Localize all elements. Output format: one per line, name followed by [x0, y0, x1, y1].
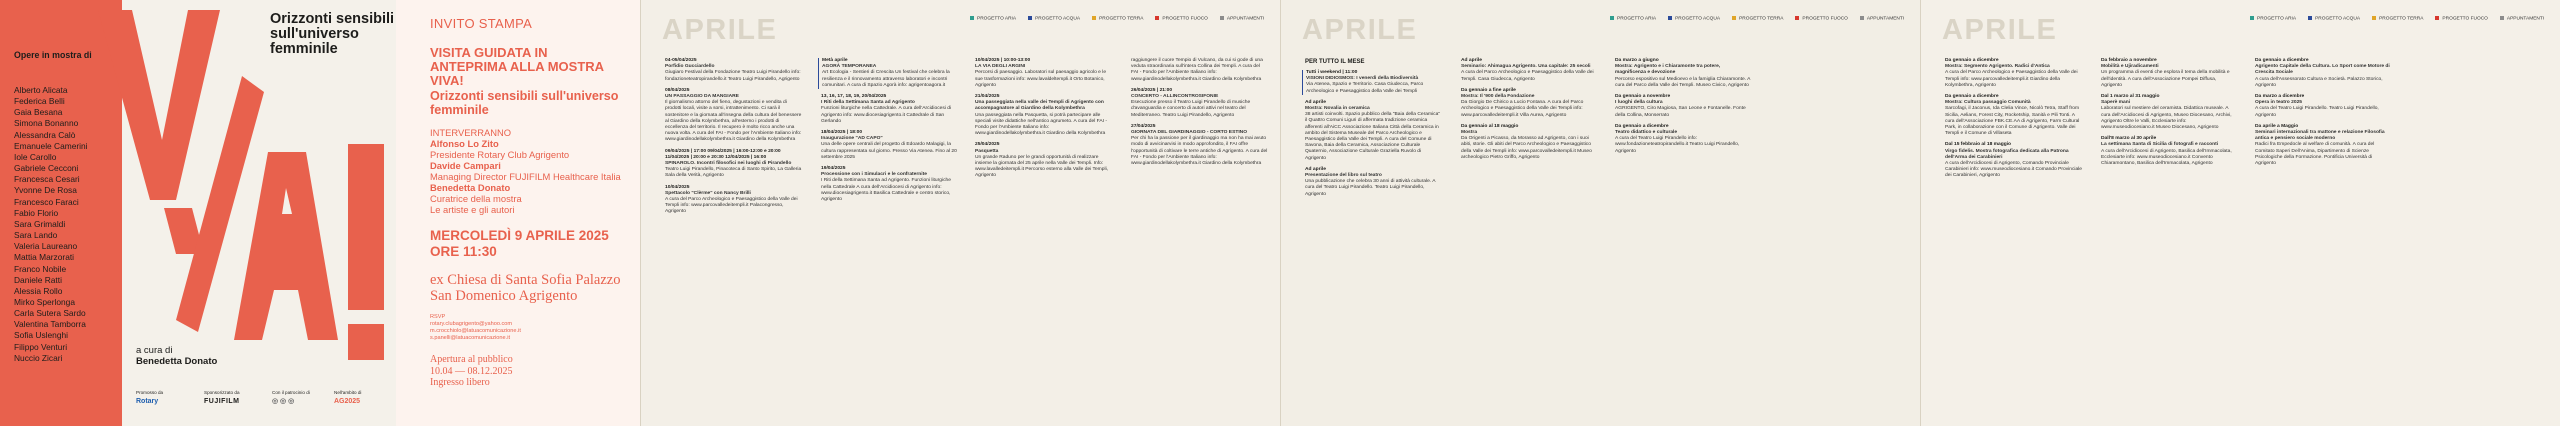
- event-details: Via Atenea, Spazio e Territorio. Casa Giudecca, Parco Archeologico e Paesaggistico della Valle dei Templi: [1306, 82, 1424, 94]
- event-details: Da Giorgio De Chirico a Lucio Fontana. A cura del Parco Archeologico e Paesaggistico della Valle dei Templi info: www.parcovalledeitempli.it Villa Aurea, Agrigento: [1461, 100, 1584, 118]
- event-date: Ad aprile: [1461, 58, 1482, 63]
- artist-name: Francesca Cesari: [14, 174, 80, 185]
- curated-label: a cura di: [136, 345, 173, 356]
- capitale-cultura-logo: AG2025: [334, 398, 361, 405]
- rsvp-label: RSVP: [430, 313, 446, 320]
- calendar-event: [1302, 70, 1442, 95]
- artist-name: Alessandra Calò: [14, 129, 76, 140]
- legend-swatch-icon: [2250, 16, 2254, 20]
- calendar-page: [1920, 0, 2560, 426]
- calendar-event: [1302, 167, 1442, 198]
- exhibition-title: Orizzonti sensibili sull'universo femminile: [270, 11, 395, 57]
- legend-swatch-icon: [2500, 16, 2504, 20]
- artist-name: Valeria Laureano: [14, 241, 78, 252]
- event-details: Un grande Raduno per le grandi opportunità di realizzare insieme la giornata del 25 aprile nella Valle dei Templi. Info: www.lavalledeitempli.it Percorso esterno alla Valle dei Templi, Agrigento: [975, 154, 1109, 179]
- legend-item: [2372, 16, 2423, 23]
- event-date: Dal 15 febbraio al 18 maggio: [1945, 142, 2012, 148]
- logo-framework: [334, 390, 361, 406]
- event-title: Seminari internazionali tra mattone e relazione Filosofia antica e pensiero sociale moderno: [2255, 130, 2385, 142]
- calendar-event: [1612, 94, 1752, 119]
- event-title: Presentazione del libro sul teatro: [1305, 173, 1382, 179]
- speaker-name: Davide Campari: [430, 159, 501, 171]
- calendar-event: [2252, 58, 2392, 89]
- calendar-event: [662, 149, 802, 180]
- legend: [2250, 16, 2556, 23]
- page-fold: [1920, 0, 1921, 426]
- opening-dates: 10.04 — 08.12.2025: [430, 365, 513, 377]
- legend-swatch-icon: [1732, 16, 1736, 20]
- calendar-event: [818, 166, 958, 203]
- month-heading: APRILE: [662, 14, 778, 46]
- calendar-event: [972, 58, 1112, 89]
- legend-item: [1610, 16, 1656, 23]
- event-details: A cura dell'Arcidiocesi di Agrigento, Basilica dell'Immacolata, Ecclesiarte info: www.museodiocesiano.it Convento Chiaramontano, Basilica dell'Immacolata, Agrigento: [2101, 148, 2232, 167]
- legend-swatch-icon: [2435, 16, 2439, 20]
- calendar-event: [2252, 124, 2392, 167]
- event-date: Da gennaio a novembre: [1615, 94, 1671, 100]
- legend-item: [2308, 16, 2360, 23]
- patronage-logos: ◎ ◎ ◎: [272, 398, 295, 405]
- visit-subtitle: Orizzonti sensibili sull'universo femminile: [430, 88, 619, 117]
- rotary-logo: Rotary: [136, 398, 159, 405]
- calendar-event: [972, 142, 1112, 179]
- legend-label: PROGETTO ACQUA: [1035, 16, 1081, 22]
- event-details: Laboratori sul mestiere del ceramista. Didattica museale. A cura dell'Arcidiocesi di Agrigento, Museo Diocesano, Archivi, Agrigento Oltre le Valli, Ecclesiarte info: www.museodiocesiano.it Museo Diocesano, Agrigento: [2101, 106, 2232, 131]
- calendar-event: [1128, 58, 1268, 83]
- invite-kicker: INVITO STAMPA: [430, 16, 533, 31]
- logo-sponsor: [204, 390, 240, 406]
- event-title: Mostra: Agrigento e i Chiaramonte tra potere, magnificenza e devozione: [1615, 64, 1721, 76]
- calendar-event: [662, 185, 802, 216]
- logo-promoter: [136, 390, 163, 406]
- calendar-column: [1302, 58, 1442, 203]
- legend-label: PROGETTO ACQUA: [1675, 16, 1721, 22]
- legend-swatch-icon: [1668, 16, 1672, 20]
- legend-label: PROGETTO FUOCO: [2442, 16, 2488, 22]
- artist-name: Alessia Rollo: [14, 285, 63, 296]
- event-details: A cura dell'Assessorato Cultura e Società. Palazzo Storico, Agrigento: [2255, 76, 2383, 88]
- calendar-event: [2098, 136, 2238, 167]
- event-date: Dall'8 marzo al 30 aprile: [2101, 136, 2157, 142]
- legend-swatch-icon: [1155, 16, 1159, 20]
- event-date: Da gennaio a dicembre: [1945, 94, 1999, 100]
- event-title: I luoghi della cultura: [1615, 100, 1663, 106]
- logo-caption: Con il patrocinio di: [272, 390, 310, 395]
- legend-swatch-icon: [970, 16, 974, 20]
- artist-name: Mirko Sperlonga: [14, 296, 75, 307]
- artist-name: Sara Grimaldi: [14, 218, 66, 229]
- calendar-event: [1942, 142, 2082, 179]
- event-details: A cura del Teatro Luigi Pirandello. Teatro Luigi Pirandello, Agrigento: [2255, 106, 2379, 118]
- artist-name: Gabriele Cecconi: [14, 163, 79, 174]
- artist-name: Valentina Tamborra: [14, 319, 86, 330]
- event-title: VISIONI DIDIOSMOS: I venerdì della Biodiversità: [1306, 76, 1419, 82]
- speakers-block: [430, 127, 626, 215]
- rsvp-email-link[interactable]: rotary.clubagrigento@yahoo.com: [430, 320, 513, 327]
- calendar-column: [818, 58, 958, 208]
- event-date: 04-05/04/2025: [665, 58, 697, 63]
- calendar-page: [640, 0, 1280, 426]
- calendar-event: [1942, 94, 2082, 137]
- calendar-page: [1280, 0, 1920, 426]
- artist-name: Sofia Uslenghi: [14, 330, 69, 341]
- event-date: Da marzo a giugno: [1615, 58, 1659, 63]
- legend: [1610, 16, 1916, 23]
- event-title: I Riti della Settimana Santa ad Agrigento: [821, 100, 915, 106]
- calendar-column: [1458, 58, 1598, 166]
- event-title: Mostra: Novalia in ceramica: [1305, 106, 1370, 112]
- artist-name: Daniele Ratti: [14, 274, 62, 285]
- visit-title: VISITA GUIDATA IN ANTEPRIMA ALLA MOSTRA VIVA!: [430, 45, 604, 89]
- curator-name: Benedetta Donato: [136, 356, 218, 367]
- artist-name: Gaia Besana: [14, 107, 63, 118]
- event-details: I Riti della Settimana Santa ad Agrigento. Funzioni liturgiche nella Cattedrale A cura dell'Arcidiocesi di Agrigento info: www.diocesiagrigento.it Basilica Cattedrale e centro storico, Agrigento: [821, 178, 951, 203]
- legend-swatch-icon: [1860, 16, 1864, 20]
- artist-name: Franco Nobile: [14, 263, 67, 274]
- event-date: 25/04/2025: [975, 142, 1000, 148]
- event-details: Funzioni liturgiche nella Cattedrale. A cura dell'Arcidiocesi di Agrigento info: www.diocesiagrigento.it Cattedrale di San Gerlando: [821, 106, 952, 124]
- event-title: GIORNATA DEL GIARDINAGGIO - CORTO ESTINO: [1131, 130, 1248, 136]
- calendar-event: [1942, 58, 2082, 89]
- event-details: A cura del Parco Archeologico e Paesaggistico della Valle dei Templi. Casa Giudecca, Agrigento: [1461, 70, 1594, 82]
- legend-label: APPUNTAMENTI: [1866, 16, 1905, 22]
- event-details: Una passeggiata nella Pasquetta, si potrà partecipare alle speciali visite didattiche nell'antico agrumeto. A cura del FAI - Fondo per l'Ambiente Italiano info: www.giardinodellakolymbethra.it Giardino della Kolymbethra: [975, 112, 1107, 137]
- event-title: UN PASSAGGIO DA MANGIARE: [665, 94, 739, 100]
- event-title: La settimana Santa di Sicilia di fotografi e racconti: [2101, 142, 2219, 148]
- legend-swatch-icon: [1220, 16, 1224, 20]
- rsvp-email-link[interactable]: m.crocchiolo@latuacomunicazione.it: [430, 328, 521, 335]
- logo-patronage: [272, 390, 310, 406]
- speaker-role: Curatrice della mostra: [430, 192, 522, 204]
- rsvp-block: [430, 314, 626, 343]
- legend-label: PROGETTO TERRA: [2379, 16, 2424, 22]
- event-details: Teatro Luigi Pirandello, Pinacoteca di Santo Spirito, La Galleria Sala della Verità, Agrigento: [665, 167, 802, 179]
- event-title: Mobilità e Ujiradicamenti: [2101, 64, 2159, 70]
- opening-block: [430, 354, 626, 389]
- event-date: 08/04/2025: [665, 87, 690, 93]
- event-details: Per chi ha la passione per il giardinaggio ma non ha mai avuto modo di avvicinarvisi in modo approfondito, il FAI offre l'opportunità di coltivare le terre antiche di Agrigento. A cura del FAI - Fondo per l'Ambiente Italiano info: www.giardinodellakolymbethra.it Giardino della Kolymbethra: [1131, 136, 1268, 167]
- artist-name: Sara Lando: [14, 230, 58, 241]
- event-title: Inaugurazione "AD CAPO": [821, 136, 883, 142]
- legend-swatch-icon: [2372, 16, 2376, 20]
- legend-item: [2435, 16, 2487, 23]
- legend-item: [2250, 16, 2296, 23]
- artists-heading: Opere in mostra di: [14, 50, 92, 60]
- artist-name: Nuccio Zicari: [14, 352, 63, 363]
- sponsor-logos: [136, 390, 396, 426]
- calendar-event: [1128, 124, 1268, 167]
- event-details: 38 artisti coinvolti. Spazio pubblico della "Baia della Ceramica" il Quattro Comuni Liguri di affermata tradizione ceramica afferenti all'AiCC Associazione Italiana Città della Ceramica in ambito del Sistema Museale del Parco Archeologico e Paesaggistico della Valle dei Templi. A cura del Comune di Savona, Baia della Ceramica, Associazione Culturale Quaternio, Associazione Culturale Graziella Ruvolo di Agrigento: [1305, 112, 1441, 161]
- page-fold: [1280, 0, 1281, 426]
- logo-caption: Promosso da: [136, 390, 164, 395]
- calendar-event: [818, 94, 958, 125]
- event-title: Saperè mani: [2101, 100, 2131, 106]
- event-details: Percorsi di paesaggio. Laboratori sul paesaggio agricolo e le sue trasformazioni info: www.lavaldeltempli.it Orto Botanico, Agrigento: [975, 70, 1107, 88]
- event-title: Opera in teatro 2025: [2255, 100, 2303, 106]
- event-details: Art Ecologia - Sentieri di Crescita Un festival che celebra la resilienza e il rinnovamento attraverso laboratori e incontri comunitari. A cura di Spazio Agorà info: agrigentoagora.it: [822, 70, 950, 88]
- event-details: Da Origenti a Picasso, da Morasso ad Agrigento, con i suoi abiti, storie. Gli abiti del Parco Archeologico e Paesaggistico della Valle dei Templi info: www.parcovalledeitempli.it Museo archeologico Pietro Griffo, Agrigento: [1461, 136, 1592, 160]
- event-title: Mostra: Segmento Agrigento. Radici d'Antica: [1945, 64, 2050, 70]
- speaker-role: Presidente Rotary Club Agrigento: [430, 148, 570, 160]
- artists-list: [14, 85, 88, 364]
- section-heading: PER TUTTO IL MESE: [1305, 59, 1365, 65]
- legend-item: [2500, 16, 2544, 23]
- event-date: 27/04/2025: [1131, 123, 1156, 129]
- event-title: Mostra: Il '900 della Fondazione: [1461, 94, 1535, 100]
- legend-label: PROGETTO ARIA: [2257, 16, 2297, 22]
- calendar-event: [818, 130, 958, 161]
- event-title: Spettacolo "Clèrme" con Nancy Brilli: [665, 190, 751, 196]
- calendar-event: [1128, 88, 1268, 119]
- event-date: MERCOLEDÌ 9 APRILE 2025 ORE 11:30: [430, 227, 609, 259]
- legend-label: PROGETTO FUOCO: [1162, 16, 1208, 22]
- event-title: Processione con i Simulacri e le confraternite: [821, 172, 928, 178]
- artist-name: Fabio Florio: [14, 207, 59, 218]
- calendar-column: [2252, 58, 2392, 172]
- viva-logo: [92, 2, 396, 378]
- event-date: 10/04/2025 | 10:00-13:00: [975, 58, 1031, 63]
- event-details: Giugiaro Festival della Fondazione Teatro Luigi Pirandello info: fondazioneteatropirandello.it Teatro Luigi Pirandello, Agrigento: [665, 70, 801, 82]
- calendar-event: [1612, 124, 1752, 155]
- month-heading: APRILE: [1942, 14, 2058, 46]
- event-title: CONCERTO - ALLINCONTROSIFONIE: [1131, 94, 1219, 100]
- event-date: 19/04/2025: [821, 166, 846, 172]
- event-date: Da marzo a dicembre: [2255, 94, 2305, 100]
- event-title: Teatro didattico e culturale: [1615, 130, 1678, 136]
- event-details: Radici fra Empedocle al welfare di comunità. A cura del Comitato Saperi Dell'Anima, Dipartimento di Scienze Psicologiche della Formazione. Pontificia Università di Agrigento: [2255, 142, 2375, 167]
- legend-item: [1028, 16, 1080, 23]
- legend-item: [970, 16, 1016, 23]
- event-details: A cura del Parco Archeologico e Paesaggistico della Valle dei Templi info: www.parcovalledeitempli.it Palacongresso, Agrigento: [665, 197, 798, 215]
- rsvp-email-link[interactable]: s.panelli@latuacomunicazione.it: [430, 335, 510, 342]
- event-details: Percorso espositivo sul Medioevo e la famiglia Chiaramonte. A cura del Parco della Valle dei Templi. Museo Civico, Agrigento: [1615, 76, 1751, 88]
- event-details: AGRIGENTO, Ciro Magiosa, San Leone e Fontanelle. Fonte della Collina, Monserrato: [1615, 106, 1746, 118]
- legend-item: [1795, 16, 1847, 23]
- curator-block: [136, 345, 217, 367]
- event-title: AGORÀ TEMPORANEA: [822, 64, 877, 70]
- event-date: Da gennaio a dicembre: [1945, 58, 1999, 63]
- event-date: 18/04/2025 | 18:00: [821, 130, 863, 136]
- legend-label: PROGETTO TERRA: [1739, 16, 1784, 22]
- poster-panel: [0, 0, 396, 426]
- legend-item: [1732, 16, 1783, 23]
- artist-name: Francesco Faraci: [14, 196, 79, 207]
- event-date: Ad aprile: [1305, 166, 1326, 172]
- calendar-column: [1942, 58, 2082, 185]
- opening-label: Apertura al pubblico: [430, 354, 513, 366]
- legend-item: [1668, 16, 1720, 23]
- entry-info: Ingresso libero: [430, 377, 490, 389]
- event-details: Il giornalismo attorno del fieno, degustazioni e vendita di prodotti locali, visite a sorsi, intrattenimento. Ci sarà il sostenitore e la giornata all'insegna della cultura del benessere al Giardino della Kolymbethra, all'esterno i prodotti di eccellenza del territorio. Il recupero è molto ricco anche una nuova volta. A cura del FAI - Fondo per l'Ambiente Italiano info: www.giardinodellakolymbethra.it Giardino della Kolymbethra: [665, 100, 802, 143]
- event-details: Una pubblicazione che celebra 30 anni di attività culturale. A cura del Teatro Luigi Pirandello. Teatro Luigi Pirandello, Agrigento: [1305, 179, 1436, 197]
- event-date: 13, 16, 17, 18, 19, 20/04/2025: [821, 94, 887, 100]
- calendar-event: [662, 88, 802, 144]
- event-title: Agrigento Capitale della Cultura. Lo Sport come Motore di Crescita Sociale: [2255, 64, 2390, 76]
- legend-item: [1155, 16, 1207, 23]
- event-title: Una passeggiata nella valle dei Templi di Agrigento con accompagnatore al Giardino della Kolymbethra: [975, 100, 1104, 112]
- event-title: Virgo fidelis. Mostra fotografica dedicata alla Patrona dell'Arma dei Carabinieri: [1945, 148, 2069, 160]
- event-date: Da febbraio a novembre: [2101, 58, 2157, 63]
- event-title: Pasquetta: [975, 148, 999, 154]
- event-date: Da aprile a Maggio: [2255, 123, 2299, 129]
- legend-swatch-icon: [1610, 16, 1614, 20]
- logo-caption: Nell'ambito di: [334, 390, 362, 395]
- month-heading: APRILE: [1302, 14, 1418, 46]
- event-date: Da gennaio a fine aprile: [1461, 87, 1516, 93]
- legend-swatch-icon: [1092, 16, 1096, 20]
- calendar-event: [2098, 94, 2238, 131]
- event-title: Mostra: [1461, 130, 1478, 136]
- event-date: Da gennaio a dicembre: [1615, 123, 1669, 129]
- event-venue: ex Chiesa di Santa Sofia Palazzo San Domenico Agrigento: [430, 271, 621, 304]
- artist-name: Iole Carollo: [14, 151, 57, 162]
- calendar-event: [972, 94, 1112, 137]
- artist-name: Carla Sutera Sardo: [14, 308, 86, 319]
- calendar-event: [1458, 58, 1598, 83]
- calendar-column: [662, 58, 802, 221]
- calendar-column: [1612, 58, 1752, 160]
- artist-name: Alberto Alicata: [14, 85, 68, 95]
- legend-label: APPUNTAMENTI: [1226, 16, 1265, 22]
- event-date: Da gennaio a dicembre: [2255, 58, 2309, 63]
- event-details: raggiungere il cuore Tempio di Vulcano, da cui si gode di una veduta straordinaria sull'intera Collina dei Templi. A cura del FAI - Fondo per l'Ambiente Italiano info: www.giardinodellakolymbethra.it Giardino della Kolymbethra: [1131, 58, 1263, 82]
- legend-swatch-icon: [1028, 16, 1032, 20]
- event-date: Metà aprile: [822, 58, 848, 63]
- legend-item: [1092, 16, 1143, 23]
- calendar-event: [1302, 100, 1442, 162]
- legend-label: PROGETTO TERRA: [1099, 16, 1144, 22]
- calendar-event: [818, 58, 958, 89]
- event-title: Mostra: Cultura passaggio Comunità: [1945, 100, 2031, 106]
- event-title: LA VIA DEGLI ARGINI: [975, 64, 1026, 70]
- legend-item: [1860, 16, 1904, 23]
- speaker-name: Alfonso Lo Zito: [430, 137, 499, 149]
- legend-swatch-icon: [2308, 16, 2312, 20]
- artist-name: Yvonne De Rosa: [14, 185, 77, 196]
- legend-label: PROGETTO ACQUA: [2315, 16, 2361, 22]
- event-details: Esecuzione presso il Teatro Luigi Pirandello di musiche d'avanguardia e concerto di autori attivi nel teatro del Mediterraneo. Teatro Luigi Pirandello, Agrigento: [1131, 100, 1251, 118]
- event-details: A cura del Parco Archeologico e Paesaggistico della Valle dei Templi info: www.parcovalledeitempli.it Giardino della Kolymbethra, Agrigento: [1945, 70, 2078, 88]
- artist-name: Filippo Venturi: [14, 341, 68, 352]
- calendar-event: [1458, 88, 1598, 119]
- legend: [970, 16, 1276, 23]
- event-date: 21/04/2025: [975, 94, 1000, 100]
- calendar-event: [1612, 58, 1752, 89]
- event-details: Una delle opere centrali del progetto di Edoardo Malagigi, la cultura rappresentata sul giorno. Presso Via Atenea. Fino al 20 settembre 2025: [821, 142, 957, 160]
- event-details: Un programma di eventi che esplora il tema della mobilità e dell'identità. A cura dell'Associazione Pompei Diffusa, Agrigento: [2101, 70, 2230, 88]
- legend-label: PROGETTO ARIA: [977, 16, 1017, 22]
- event-date: 26/04/2025 | 21:00: [1131, 87, 1173, 93]
- speaker-role: Managing Director FUJIFILM Healthcare Italia: [430, 170, 621, 182]
- invite-panel: [396, 0, 640, 426]
- artist-name: Simona Bonanno: [14, 118, 79, 129]
- calendar-column: [972, 58, 1112, 185]
- legend-label: PROGETTO FUOCO: [1802, 16, 1848, 22]
- event-date: 10/04/2025: [665, 184, 690, 190]
- legend-label: APPUNTAMENTI: [2506, 16, 2545, 22]
- fujifilm-logo: FUJIFILM: [204, 398, 240, 405]
- calendar-column: [1128, 58, 1268, 172]
- legend-item: [1220, 16, 1264, 23]
- event-details: A cura dell'Arcidiocesi di Agrigento, Comando Provinciale Carabinieri info: www.museodiocesiano.it Comando Provinciale dei Carabinieri, Agrigento: [1945, 161, 2083, 179]
- legend-swatch-icon: [1795, 16, 1799, 20]
- event-details: Sarcofagi, il Jaconus, Ida Clelia Vince, Nicolò Tetra, Staff from Sicilia, Aelians, Forest City, Rocketship, Sanità e Pili Tonti. A cura dell'Associazione FBK.CE.AA di Agrigento, Farm Cultural Park, in collaborazione con il Comune di Agrigento. Valle dei Templi e il Comune di Villaseta: [1945, 106, 2080, 137]
- calendar-event: [1458, 124, 1598, 161]
- artists-present: Le artiste e gli autori: [430, 203, 515, 215]
- event-date: Da gennaio al 18 maggio: [1461, 123, 1519, 129]
- artist-name: Federica Belli: [14, 96, 65, 107]
- page-fold: [640, 0, 641, 426]
- calendar-event: [2252, 94, 2392, 119]
- logo-caption: Sponsorizzato da: [204, 390, 240, 395]
- calendar-event: [662, 58, 802, 83]
- event-title: SPINAROLO. Incontri filosofici nei luoghi di Pirandello: [665, 161, 792, 167]
- artist-name: Emanuele Camerini: [14, 140, 88, 151]
- calendar-event: [2098, 58, 2238, 89]
- event-details: A cura del Teatro Luigi Pirandello info: www.fondazioneteatropirandello.it Teatro Luigi Pirandello, Agrigento: [1615, 136, 1740, 154]
- event-date: Dal 1 marzo al 31 maggio: [2101, 94, 2160, 100]
- event-date: Tutti i weekend | 11:00: [1306, 70, 1358, 75]
- calendar-column: [2098, 58, 2238, 172]
- event-date: Ad aprile: [1305, 99, 1326, 105]
- speakers-label: INTERVERRANNO: [430, 126, 512, 138]
- event-date: 09/04/2025 | 17:00 09/04/2025 | 16:00-12:00 e 20:00 11/04/2025 | 20:00 e 20:30 12/04/2025 | 16:00: [665, 148, 781, 160]
- event-title: Porfidio Gucciardello: [665, 64, 715, 70]
- legend-label: PROGETTO ARIA: [1617, 16, 1657, 22]
- artist-name: Mattia Marzorati: [14, 252, 75, 263]
- speaker-name: Benedetta Donato: [430, 181, 511, 193]
- event-title: Seminario: Ahimagua Agrigento. Una capitale: 25 secoli: [1461, 64, 1591, 70]
